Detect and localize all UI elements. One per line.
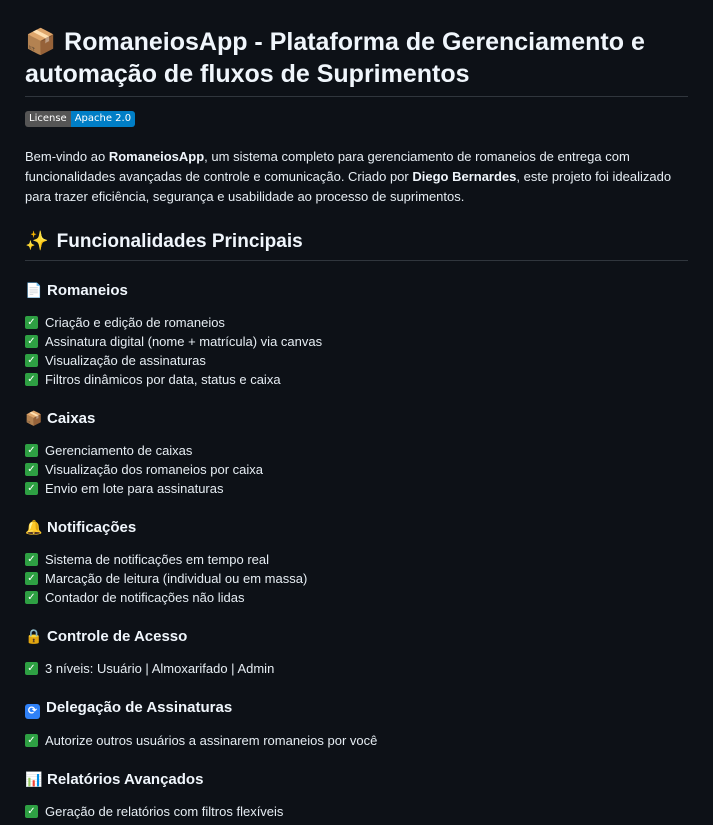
checkmark-icon: ✓ — [25, 444, 38, 457]
checkmark-icon: ✓ — [25, 591, 38, 604]
list-item-text: Sistema de notificações em tempo real — [45, 552, 269, 567]
lock-icon: 🔒 — [25, 629, 43, 645]
checkmark-icon: ✓ — [25, 463, 38, 476]
list-item — [25, 479, 688, 498]
checkmark-icon: ✓ — [25, 572, 38, 585]
list-item-text: Contador de notificações não lidas — [45, 590, 245, 605]
section-heading-2 — [25, 518, 688, 538]
list-item — [25, 332, 688, 351]
checkmark-icon: ✓ — [25, 805, 38, 818]
section-title: Romaneios — [47, 282, 128, 299]
list-item-text: 3 níveis: Usuário | Almoxarifado | Admin — [45, 661, 275, 676]
feature-list — [25, 802, 688, 821]
checkmark-icon: ✓ — [25, 354, 38, 367]
feature-list — [25, 441, 688, 498]
list-item — [25, 351, 688, 370]
page-title — [25, 0, 688, 97]
list-item-text: Assinatura digital (nome + matrícula) via canvas — [45, 334, 323, 349]
checkmark-icon: ✓ — [25, 482, 38, 495]
section-heading-1 — [25, 409, 688, 429]
intro-text-3: , este projeto foi idealizado para trazer eficiência, segurança e usabilidade ao processo de suprimentos. — [25, 169, 672, 204]
list-item — [25, 441, 688, 460]
section-title: Notificações — [47, 519, 137, 536]
list-item — [25, 659, 688, 678]
list-item-text: Geração de relatórios com filtros flexíveis — [45, 803, 284, 819]
section-title: Controle de Acesso — [47, 628, 188, 645]
license-badge-label: License — [25, 111, 71, 127]
features-heading — [25, 229, 688, 261]
section-heading-4 — [25, 698, 688, 719]
list-item — [25, 731, 688, 750]
list-item — [25, 569, 688, 588]
features-heading-text: Funcionalidades Principais — [56, 231, 303, 252]
intro-text-1: Bem-vindo ao — [25, 149, 109, 164]
list-item-text: Filtros dinâmicos por data, status e caixa — [45, 372, 281, 387]
list-item-text: Marcação de leitura (individual ou em massa) — [45, 571, 308, 586]
license-badge[interactable] — [25, 111, 135, 127]
section-heading-5 — [25, 770, 688, 790]
intro-app-name: RomaneiosApp — [108, 149, 205, 164]
feature-list — [25, 313, 688, 389]
intro-author-name: Diego Bernardes — [412, 169, 517, 184]
list-item-text: Criação e edição de romaneios — [45, 315, 225, 330]
section-title: Relatórios Avançados — [47, 770, 204, 788]
list-item — [25, 370, 688, 389]
chart-icon: 📊 — [25, 771, 43, 788]
section-heading-3 — [25, 627, 688, 647]
feature-list — [25, 550, 688, 607]
section-title: Caixas — [47, 410, 96, 427]
section-title: Delegação de Assinaturas — [46, 699, 233, 716]
list-item-text: Autorize outros usuários a assinarem romaneios por você — [45, 732, 378, 748]
checkmark-icon: ✓ — [25, 316, 38, 329]
list-item — [25, 802, 688, 821]
list-item-text: Visualização de assinaturas — [45, 353, 206, 368]
checkmark-icon: ✓ — [25, 335, 38, 348]
intro-text-2: , um sistema completo para gerenciamento de romaneios de entrega com funcionalidades avançadas de controle e comunicação. Criado por — [25, 149, 630, 184]
list-item-text: Gerenciamento de caixas — [45, 443, 193, 458]
section-heading-0 — [25, 281, 688, 301]
intro-paragraph — [25, 147, 688, 207]
package-icon: 📦 — [25, 27, 57, 56]
sparkles-icon: ✨ — [25, 230, 49, 252]
license-badge-value: Apache 2.0 — [71, 111, 135, 127]
package-icon: 📦 — [25, 411, 43, 427]
document-icon: 📄 — [25, 283, 43, 299]
checkmark-icon: ✓ — [25, 662, 38, 675]
checkmark-icon: ✓ — [25, 373, 38, 386]
list-item-text: Visualização dos romaneios por caixa — [45, 462, 263, 477]
list-item — [25, 588, 688, 607]
list-item-text: Envio em lote para assinaturas — [45, 481, 224, 496]
list-item — [25, 550, 688, 569]
list-item — [25, 313, 688, 332]
feature-sections — [25, 281, 688, 821]
page-title-text: RomaneiosApp - Plataforma de Gerenciamento e automação de fluxos de Suprimentos — [25, 28, 645, 88]
feature-list — [25, 659, 688, 678]
list-item — [25, 460, 688, 479]
bell-icon: 🔔 — [25, 520, 43, 536]
sync-icon: ⟳ — [25, 704, 40, 719]
checkmark-icon: ✓ — [25, 553, 38, 566]
feature-list — [25, 731, 688, 750]
checkmark-icon: ✓ — [25, 734, 38, 747]
